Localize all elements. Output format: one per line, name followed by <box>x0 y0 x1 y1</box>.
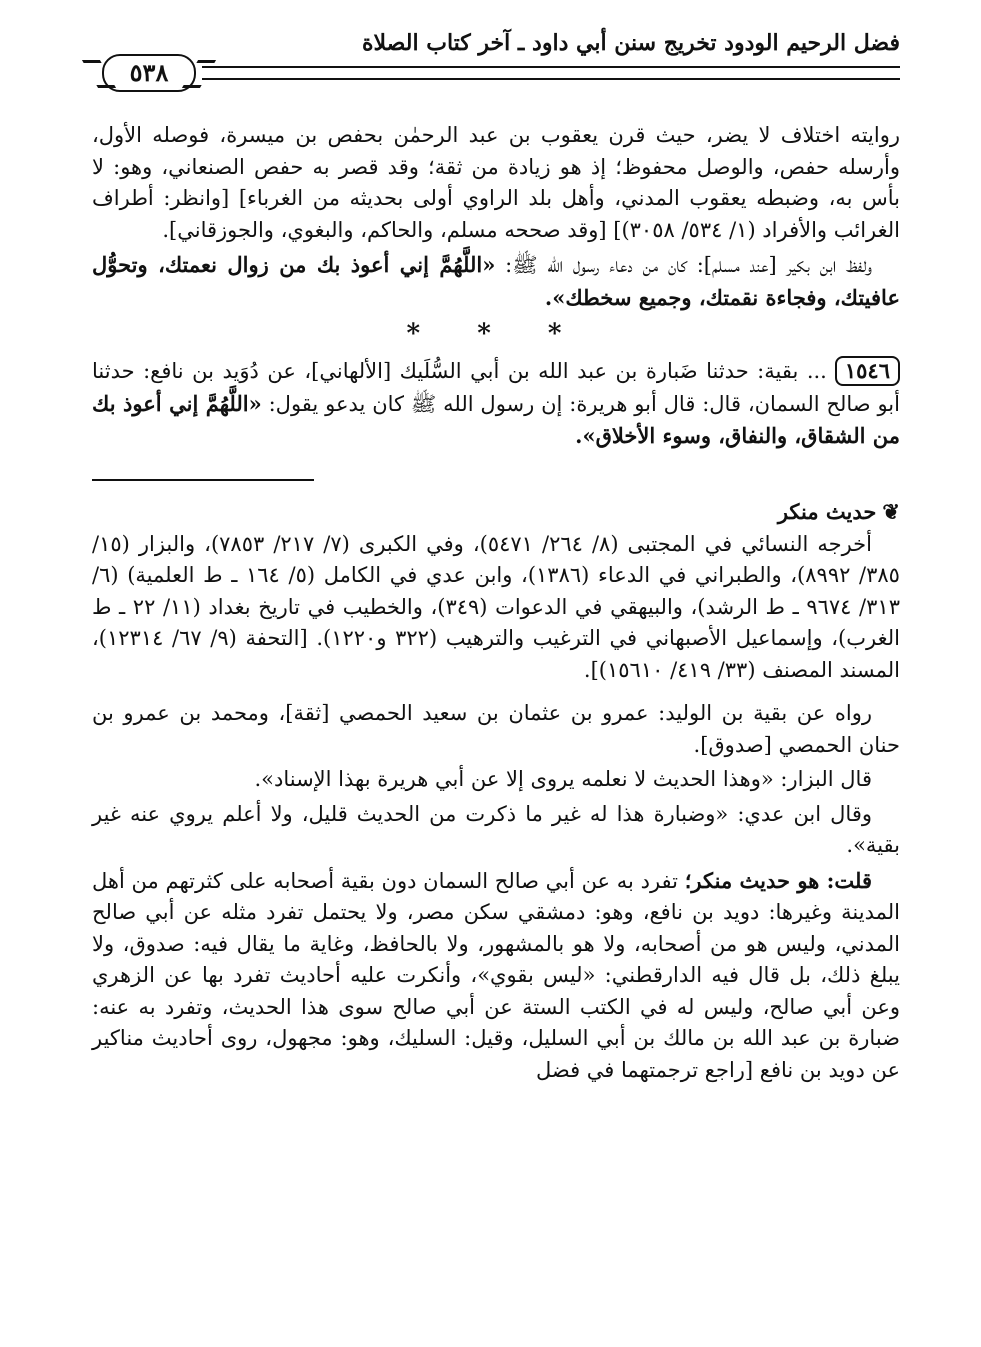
hadith-matn: «اللَّهُمَّ إني أعوذ بك من الشقاق، والنفاق، وسوء الأخلاق». <box>92 390 900 448</box>
paragraph: قال البزار: «وهذا الحديث لا نعلمه يروى إلا عن أبي هريرة بهذا الإسناد». <box>254 767 872 791</box>
section-separator: * * * <box>406 319 586 349</box>
paragraph: رواه عن بقية بن الوليد: عمرو بن عثمان بن سعيد الحمصي [ثقة]، ومحمد بن عمرو بن حنان الحمصي [صدوق]. <box>92 701 900 757</box>
page-number: ٥٣٨ <box>129 58 169 87</box>
page-number-badge <box>102 54 196 92</box>
verdict-text: تفرد به عن أبي صالح السمان دون بقية أصحابه على كثرتهم من أهل المدينة وغيرها: دويد بن نافع، وهو: دمشقي سكن مصر، ولا يحتمل تفرد مثله عن أبي صالح المدني، وليس هو من أصحابه، ولا هو بالمشهور، ولا بالحافظ، وغاية ما يقال فيه: صدوق، ولا يبلغ ذلك، بل قال فيه الدارقطني: «ليس بقوي»، وأنكرت عليه أحاديث تفرد بها عن الزهري وعن أبي صالح، وليس له في الكتب الستة عن أبي صالح سوى هذا الحديث، وتفرد به عنه: ضبارة بن عبد الله بن مالك بن أبي السليل، وقيل: السليك، وهو: مجهول، روى أحاديث مناكير عن دويد بن نافع [راجع ترجمتهما في فضل <box>92 868 900 1082</box>
paragraph <box>92 865 900 1087</box>
ornament-icon <box>82 60 116 88</box>
book-page <box>92 24 900 1086</box>
paragraph: وقال ابن عدي: «وضبارة هذا له غير ما ذكرت من الحديث قليل، ولا أعلم يروي عنه غير بقية». <box>92 801 900 857</box>
hadith-number-badge: ١٥٤٦ <box>835 356 900 386</box>
page-body <box>92 120 900 1086</box>
page-header <box>92 24 900 94</box>
footnote-separator <box>92 479 314 481</box>
hadith-isnad: ... بقية: حدثنا ضَبارة بن عبد الله بن أبي السُّلَيك [الألهاني]، عن دُوَيد بن نافع: حدثنا أبو صالح السمان، قال: قال أبو هريرة: إن رسول الله ﷺ كان يدعو يقول: <box>92 359 900 416</box>
verdict-lead: قلت: هو حديث منكر؛ <box>684 867 872 893</box>
running-title: فضل الرحيم الودود تخريج سنن أبي داود ـ آخر كتاب الصلاة <box>362 30 900 56</box>
paragraph: روايته اختلاف لا يضر، حيث قرن يعقوب بن عبد الرحمٰن بحفص بن ميسرة، فوصله الأول، وأرسله حفص، والوصل محفوظ؛ إذ هو زيادة من ثقة؛ وقد قصر به حفص الصنعاني، وهو: لا بأس به، وضبطه يعقوب المدني، وأهل بلد الراوي أولى بحديثه من الغرباء] [وانظر: أطراف الغرائب والأفراد (١/ ٥٣٤/ ٣٠٥٨)] [وقد صححه مسلم، والحاكم، والبغوي، والجوزقاني]. <box>92 123 900 242</box>
header-rule <box>92 66 900 68</box>
paragraph <box>92 249 900 314</box>
grade-heading <box>92 497 900 527</box>
page-number-frame <box>92 52 202 92</box>
supplication-text: «اللَّهُمَّ إني أعوذ بك من زوال نعمتك، وتحوُّل عافيتك، وفجاءة نقمتك، وجميع سخطك». <box>92 252 900 310</box>
ornament-icon <box>182 60 216 88</box>
header-rule <box>92 78 900 80</box>
takhrij-paragraph: أخرجه النسائي في المجتبى (٨/ ٢٦٤/ ٥٤٧١)، وفي الكبرى (٧/ ٢١٧/ ٧٨٥٣)، والبزار (١٥/ ٣٨٥/ ٨٩٩٢)، والطبراني في الدعاء (١٣٨٦)، وابن عدي في الكامل (٥/ ١٦٤ ـ ط العلمية) (٦/ ٣١٣/ ٩٦٧٤ ـ ط الرشد)، والبيهقي في الدعوات (٣٤٩)، والخطيب في تاريخ بغداد (١١/ ٢٢ ـ ط الغرب)، وإسماعيل الأصبهاني في الترغيب والترهيب (٣٢٢ و١٢٢٠). [التحفة (٩/ ٦٧/ ١٢٣١٤)، المسند المصنف (٣٣/ ٤١٩/ ١٥٦١٠)]. <box>92 531 900 682</box>
hadith-paragraph <box>92 356 900 453</box>
grade-label: حديث منكر <box>777 498 877 524</box>
paragraph-intro: ولفظ ابن بكير [عند مسلم]: كان من دعاء رسول الله ﷺ: <box>495 253 872 277</box>
flower-icon: ❦ <box>882 498 900 524</box>
